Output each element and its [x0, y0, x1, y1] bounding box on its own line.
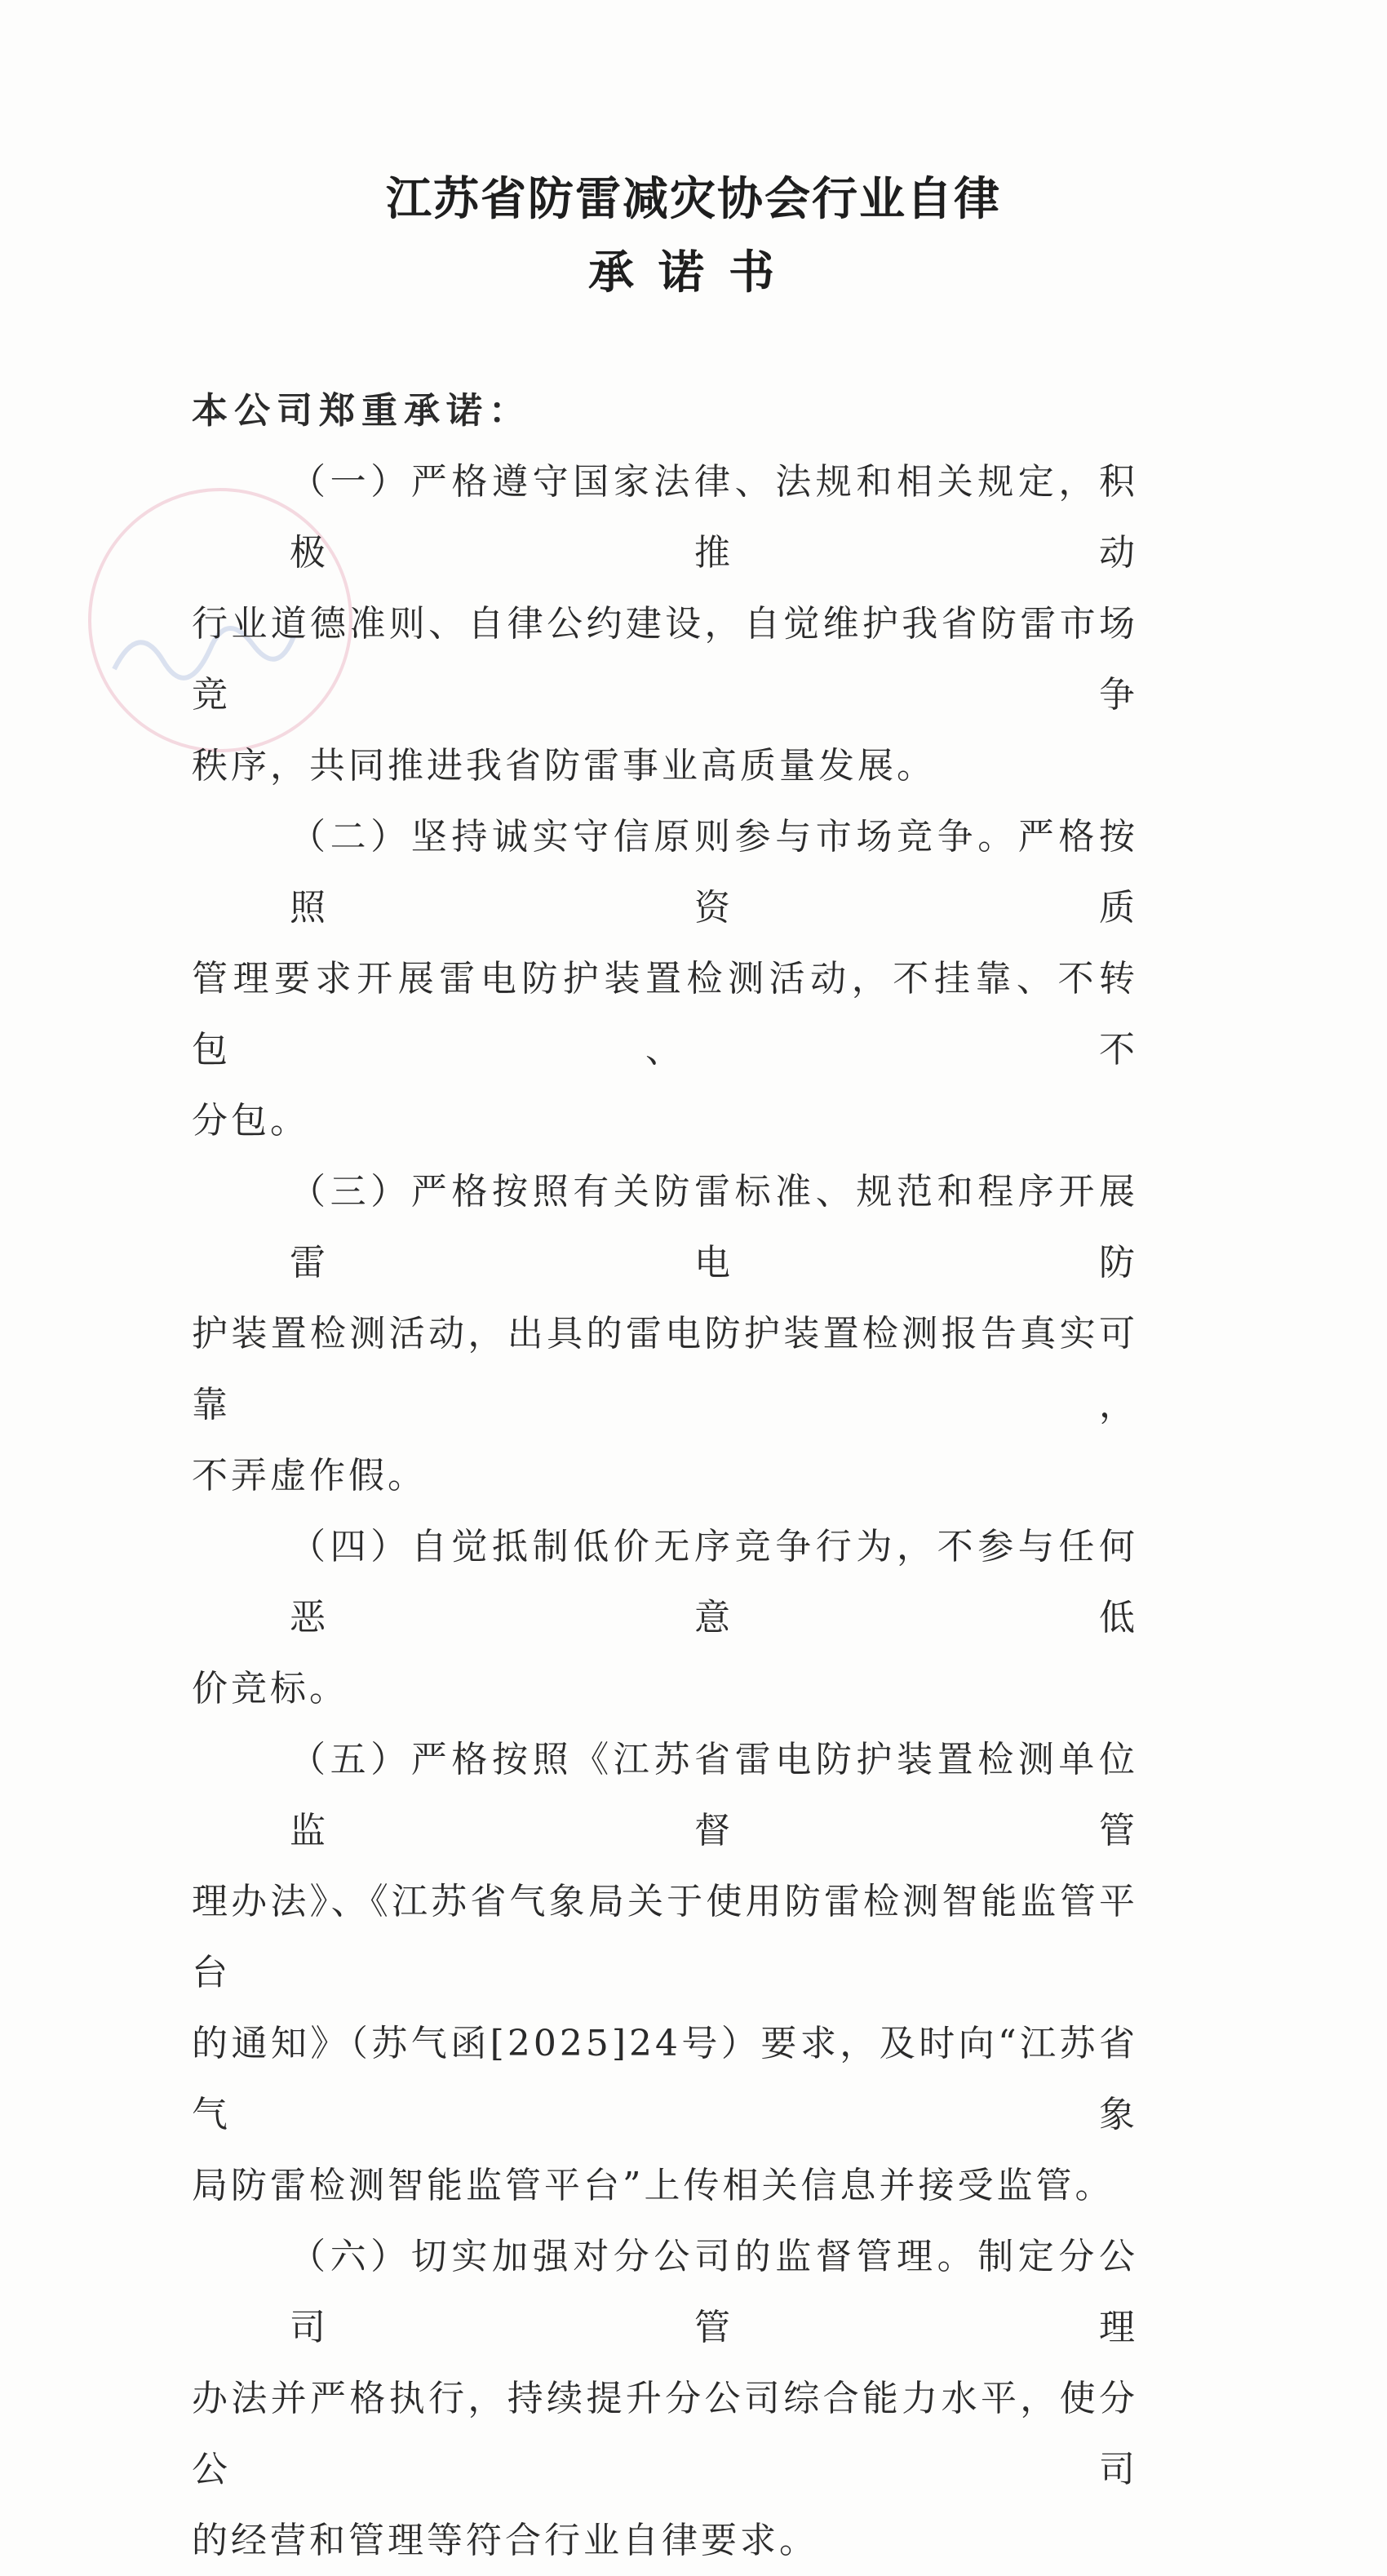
document-title-line-1: 江苏省防雷减灾协会行业自律 — [386, 173, 1001, 226]
paragraph-line: （四）自觉抵制低价无序竞争行为，不参与任何恶意低 — [290, 1526, 1138, 1638]
document-title-line-2: 承诺书 — [588, 246, 799, 299]
paragraph-line: 护装置检测活动，出具的雷电防护装置检测报告真实可靠， — [192, 1313, 1138, 1425]
paragraph-line: （一）严格遵守国家法律、法规和相关规定，积极推动 — [290, 461, 1138, 574]
paragraph-line: 不弄虚作假。 — [192, 1455, 427, 1496]
document-body — [192, 375, 1138, 2576]
paragraph-line: （二）坚持诚实守信原则参与市场竞争。严格按照资质 — [290, 816, 1138, 929]
paragraph-line: 局防雷检测智能监管平台”上传相关信息并接受监管。 — [192, 2165, 1114, 2206]
commitment-paragraph — [192, 801, 1138, 1156]
paragraph-line: 办法并严格执行，持续提升分公司综合能力水平，使分公司 — [192, 2378, 1138, 2490]
paragraph-line: 分包。 — [192, 1100, 309, 1142]
paragraph-line: 理办法》、《江苏省气象局关于使用防雷检测智能监管平台 — [192, 1881, 1138, 1993]
intro-statement: 本公司郑重承诺： — [192, 390, 531, 432]
paragraph-line: 的通知》（苏气函[2025]24号）要求，及时向“江苏省气象 — [192, 2023, 1138, 2135]
paragraph-line: 管理要求开展雷电防护装置检测活动，不挂靠、不转包、不 — [192, 958, 1138, 1071]
paragraph-line: （三）严格按照有关防雷标准、规范和程序开展雷电防 — [290, 1171, 1138, 1284]
paragraph-line: （五）严格按照《江苏省雷电防护装置检测单位监督管 — [290, 1739, 1138, 1851]
paragraph-line: 价竞标。 — [192, 1668, 348, 1709]
commitment-paragraph — [192, 2221, 1138, 2576]
paragraph-line: （六）切实加强对分公司的监督管理。制定分公司管理 — [290, 2236, 1138, 2348]
paragraph-line: 的经营和管理等符合行业自律要求。 — [192, 2520, 818, 2561]
commitment-paragraph — [192, 1511, 1138, 1724]
commitment-paragraph — [192, 446, 1138, 801]
commitment-paragraph — [192, 1156, 1138, 1511]
commitment-paragraph — [192, 1724, 1138, 2221]
paragraph-line: 行业道德准则、自律公约建设，自觉维护我省防雷市场竞争 — [192, 603, 1138, 716]
paragraph-line: 秩序，共同推进我省防雷事业高质量发展。 — [192, 745, 936, 787]
